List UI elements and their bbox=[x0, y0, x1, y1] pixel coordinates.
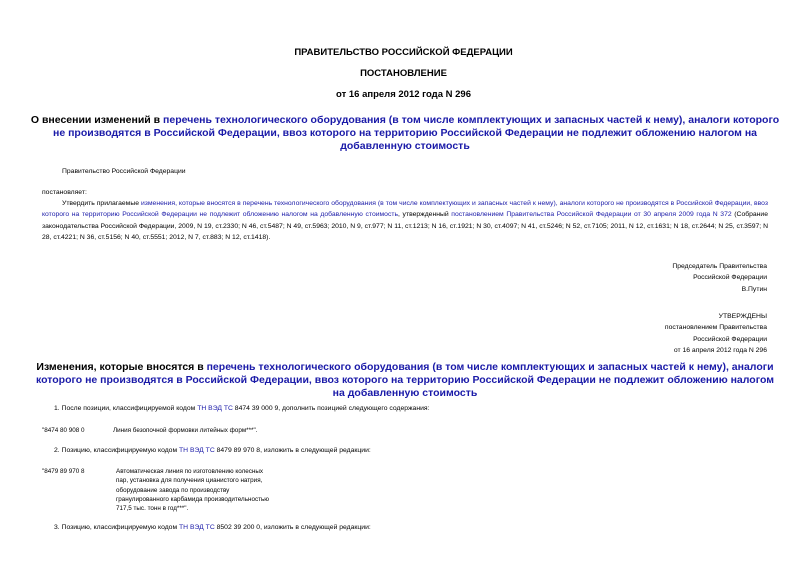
row-2-text bbox=[116, 467, 269, 513]
row-1-text: Линия безопочной формовки литейных форм***". bbox=[113, 427, 258, 434]
item-2-end: 8479 89 970 8, изложить в следующей редакции: bbox=[214, 447, 371, 454]
approved-line-4: от 16 апреля 2012 года N 296 bbox=[673, 346, 767, 354]
item-3-start: 3. Позицию, классифицируемую кодом bbox=[54, 524, 180, 531]
row-2-line: оборудование завода по производству bbox=[116, 486, 230, 494]
item-2-start: 2. Позицию, классифицируемую кодом bbox=[54, 447, 180, 454]
row-2-line: пар, установка для получения цианистого натрия, bbox=[116, 477, 263, 485]
tn-ved-link-3[interactable]: ТН ВЭД ТС bbox=[179, 524, 215, 531]
signature-country: Российской Федерации bbox=[693, 274, 767, 282]
signature-name: В.Путин bbox=[741, 285, 767, 293]
approved-line-3: Российской Федерации bbox=[693, 335, 767, 343]
approved-block bbox=[367, 311, 767, 356]
signature-block bbox=[367, 261, 767, 295]
item-3 bbox=[54, 522, 371, 533]
tn-ved-link-2[interactable]: ТН ВЭД ТС bbox=[179, 447, 215, 454]
doc-type-heading: ПОСТАНОВЛЕНИЕ bbox=[360, 68, 447, 79]
paragraph-end: (Собрание законодательства Российской Федерации, 2009, N 19, ст.2330; N 46, ст.5487; N 49, ст.5963; 2010, N 9, ст.977; N 11, ст.1213; N 16, ст.1921; N 30, ст.4097; N 41, ст.5246; N 52, ст.7105; 2011, N 12, ст.1631; N 18, ст.2644; N 25, ст.3597; N 28, ст.4221; N 36, ст.5156; N 40, ст.5551; 2012, N 7, ст.883; N 12, ст.1418). bbox=[42, 211, 769, 241]
item-1-start: 1. После позиции, классифицируемой кодом bbox=[54, 405, 198, 412]
changes-title bbox=[30, 361, 780, 400]
row-1-code: "8474 80 908 0 bbox=[42, 427, 85, 434]
approved-line-2: постановлением Правительства bbox=[664, 324, 767, 332]
signature-position: Председатель Правительства bbox=[672, 263, 767, 270]
row-2-line: гранулированного карбамида производительностью bbox=[116, 495, 269, 503]
document-title bbox=[30, 114, 780, 153]
row-2-code: "8479 89 970 8 bbox=[42, 468, 85, 475]
decides-text: постановляет: bbox=[42, 189, 87, 196]
item-1 bbox=[54, 403, 429, 414]
tn-ved-link-1[interactable]: ТН ВЭД ТС bbox=[197, 405, 233, 412]
item-2 bbox=[54, 445, 371, 456]
paragraph-start: Утвердить прилагаемые bbox=[62, 200, 141, 207]
changes-title-link[interactable]: перечень технологического оборудования (в том числе комплектующих и запасных частей к нему), аналоги которого не производятся в Российской Федерации, ввоз которого на территорию Российской Федерации не подлежит обложению налогом на добавленную стоимость bbox=[35, 361, 774, 399]
resolution-372-link[interactable]: постановлением Правительства Российской Федерации от 30 апреля 2009 года N 372 bbox=[451, 211, 732, 219]
main-paragraph bbox=[42, 198, 768, 243]
approved-label: УТВЕРЖДЕНЫ bbox=[718, 313, 767, 320]
issuer-text: Правительство Российской Федерации bbox=[62, 168, 186, 175]
title-prefix: О внесении изменений в bbox=[30, 114, 164, 126]
changes-link[interactable]: изменения, которые вносятся в перечень технологического оборудования (в том числе комплектующих и запасных частей к нему), аналоги которого не производятся в Российской Федерации, ввоз которого на территорию Российской Федерации не подлежит обложению налогом на добавленную стоимость bbox=[42, 200, 768, 219]
row-2-line: Автоматическая линия по изготовлению колесных bbox=[116, 468, 264, 475]
paragraph-mid: , утвержденный bbox=[398, 211, 452, 219]
government-heading: ПРАВИТЕЛЬСТВО РОССИЙСКОЙ ФЕДЕРАЦИИ bbox=[294, 47, 513, 58]
changes-title-prefix: Изменения, которые вносятся в bbox=[36, 361, 207, 373]
item-1-end: 8474 39 000 9, дополнить позицией следующего содержания: bbox=[232, 405, 430, 412]
title-link[interactable]: перечень технологического оборудования (в том числе комплектующих и запасных частей к нему), аналоги которого не производятся в Российской Федерации, ввоз которого на территорию Российской Федерации не подлежит обложению налогом на добавленную стоимость bbox=[52, 114, 780, 152]
row-2-line: 717,5 тыс. тонн в год***". bbox=[116, 505, 189, 513]
date-number: от 16 апреля 2012 года N 296 bbox=[336, 89, 471, 100]
item-3-end: 8502 39 200 0, изложить в следующей редакции: bbox=[214, 524, 371, 531]
